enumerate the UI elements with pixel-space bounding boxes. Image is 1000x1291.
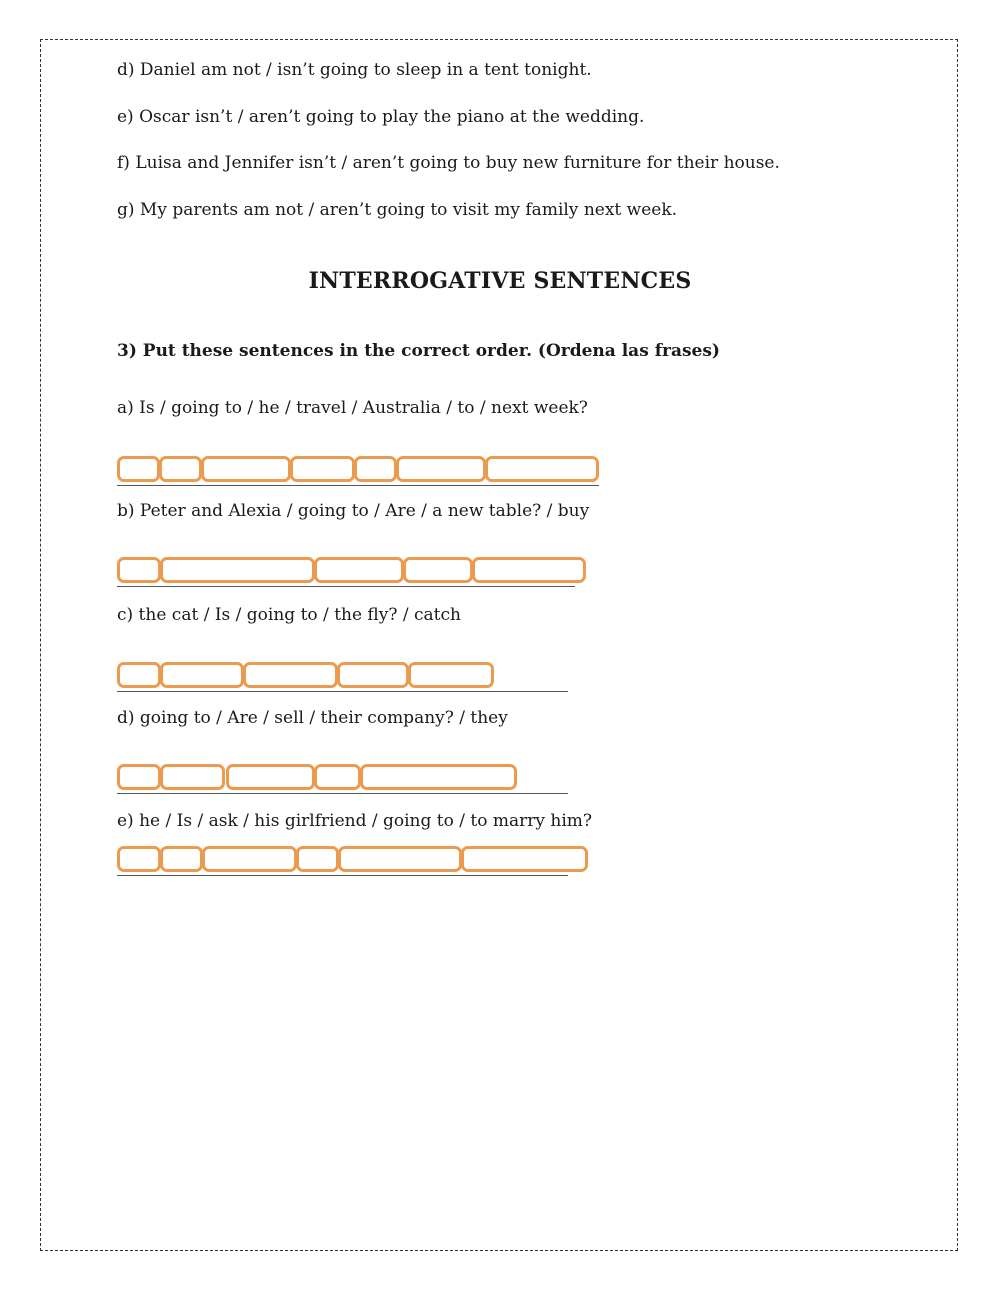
word-slot[interactable] [290, 456, 355, 482]
word-slot[interactable] [403, 557, 473, 583]
word-slot[interactable] [338, 846, 462, 872]
question-c: c) the cat / Is / going to / the fly? / catch [117, 605, 461, 625]
answer-row-e [117, 846, 588, 876]
word-slot[interactable] [337, 662, 409, 688]
word-slot[interactable] [117, 662, 161, 688]
word-slot[interactable] [296, 846, 339, 872]
sentence-g: g) My parents am not / aren’t going to visit my family next week. [117, 200, 678, 220]
question-d: d) going to / Are / sell / their company? / they [117, 708, 508, 728]
answer-line [117, 485, 599, 486]
word-slot[interactable] [485, 456, 599, 482]
word-slot[interactable] [202, 846, 297, 872]
answer-row-d [117, 764, 568, 794]
answer-line [117, 875, 568, 876]
word-slot[interactable] [243, 662, 338, 688]
sentence-d: d) Daniel am not / isn’t going to sleep in a tent tonight. [117, 60, 592, 80]
question-b: b) Peter and Alexia / going to / Are / a new table? / buy [117, 501, 590, 521]
sentence-f: f) Luisa and Jennifer isn’t / aren’t going to buy new furniture for their house. [117, 153, 780, 173]
word-slot[interactable] [117, 764, 161, 790]
section-title: INTERROGATIVE SENTENCES [308, 268, 692, 294]
word-slot[interactable] [354, 456, 397, 482]
word-slot[interactable] [117, 557, 161, 583]
sentence-e: e) Oscar isn’t / aren’t going to play the piano at the wedding. [117, 107, 645, 127]
word-slot[interactable] [226, 764, 315, 790]
word-slot[interactable] [461, 846, 588, 872]
word-slot[interactable] [159, 456, 202, 482]
question-a: a) Is / going to / he / travel / Australia / to / next week? [117, 398, 588, 418]
word-slot[interactable] [472, 557, 586, 583]
word-slot[interactable] [314, 557, 404, 583]
word-slot[interactable] [160, 764, 225, 790]
word-slot[interactable] [314, 764, 361, 790]
question-e: e) he / Is / ask / his girlfriend / going to / to marry him? [117, 811, 592, 831]
answer-row-c [117, 662, 568, 692]
answer-line [117, 586, 575, 587]
answer-row-a [117, 456, 599, 486]
word-slot[interactable] [360, 764, 517, 790]
word-slot[interactable] [117, 846, 161, 872]
word-slot[interactable] [160, 662, 244, 688]
word-slot[interactable] [396, 456, 486, 482]
word-slot[interactable] [117, 456, 160, 482]
answer-row-b [117, 557, 586, 587]
answer-line [117, 793, 568, 794]
word-slot[interactable] [408, 662, 494, 688]
word-slot[interactable] [160, 846, 203, 872]
word-slot[interactable] [201, 456, 291, 482]
answer-line [117, 691, 568, 692]
word-slot[interactable] [160, 557, 315, 583]
instruction: 3) Put these sentences in the correct order. (Ordena las frases) [117, 341, 720, 361]
